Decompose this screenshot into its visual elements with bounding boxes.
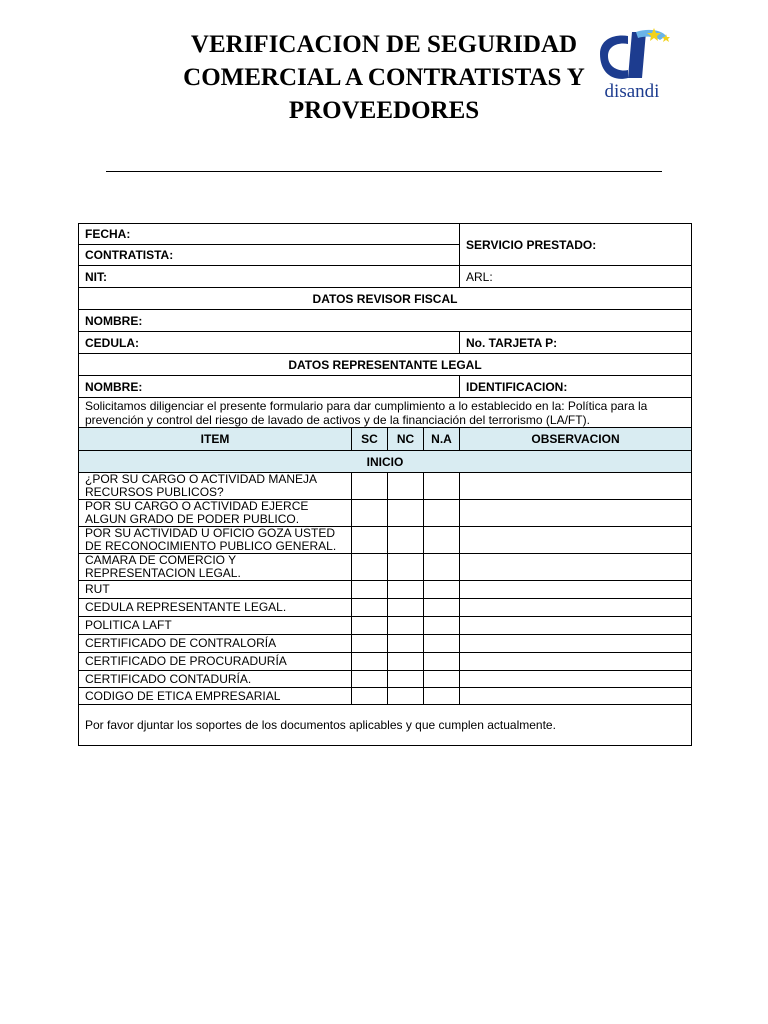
intro-text: Solicitamos diligenciar el presente formulario para dar cumplimiento a lo establecido en la: Política para la prevención y control del riesgo de lavado de activos y de la financiación del terrorismo (LA/FT).: [79, 398, 692, 428]
nc-cell[interactable]: [388, 473, 424, 500]
sc-cell[interactable]: [352, 635, 388, 653]
sc-cell[interactable]: [352, 527, 388, 554]
contratista-field[interactable]: CONTRATISTA:: [79, 245, 460, 266]
na-cell[interactable]: [424, 688, 460, 705]
item-label: ¿POR SU CARGO O ACTIVIDAD MANEJA RECURSOS PUBLICOS?: [79, 473, 352, 500]
fecha-field[interactable]: FECHA:: [79, 224, 460, 245]
item-label: CODIGO DE ETICA EMPRESARIAL: [79, 688, 352, 705]
page-title: [150, 28, 618, 127]
observacion-cell[interactable]: [460, 671, 692, 688]
col-item: ITEM: [79, 428, 352, 451]
sc-cell[interactable]: [352, 500, 388, 527]
rep-nombre-field[interactable]: NOMBRE:: [79, 376, 460, 398]
col-na: N.A: [424, 428, 460, 451]
col-observacion: OBSERVACION: [460, 428, 692, 451]
sc-cell[interactable]: [352, 599, 388, 617]
disandi-logo: [586, 26, 678, 102]
observacion-cell[interactable]: [460, 635, 692, 653]
na-cell[interactable]: [424, 635, 460, 653]
nit-field[interactable]: NIT:: [79, 266, 460, 288]
observacion-cell[interactable]: [460, 688, 692, 705]
item-label: POR SU ACTIVIDAD U OFICIO GOZA USTED DE RECONOCIMIENTO PUBLICO GENERAL.: [79, 527, 352, 554]
sc-cell[interactable]: [352, 688, 388, 705]
representante-heading: DATOS REPRESENTANTE LEGAL: [79, 354, 692, 376]
na-cell[interactable]: [424, 671, 460, 688]
item-label: CERTIFICADO CONTADURÍA.: [79, 671, 352, 688]
sc-cell[interactable]: [352, 617, 388, 635]
item-label: CERTIFICADO DE PROCURADURÍA: [79, 653, 352, 671]
nc-cell[interactable]: [388, 635, 424, 653]
na-cell[interactable]: [424, 554, 460, 581]
sc-cell[interactable]: [352, 554, 388, 581]
observacion-cell[interactable]: [460, 500, 692, 527]
na-cell[interactable]: [424, 581, 460, 599]
servicio-field[interactable]: SERVICIO PRESTADO:: [460, 224, 692, 266]
arl-field[interactable]: ARL:: [460, 266, 692, 288]
item-label: POLITICA LAFT: [79, 617, 352, 635]
nc-cell[interactable]: [388, 554, 424, 581]
item-label: RUT: [79, 581, 352, 599]
nc-cell[interactable]: [388, 653, 424, 671]
observacion-cell[interactable]: [460, 599, 692, 617]
item-label: POR SU CARGO O ACTIVIDAD EJERCE ALGUN GRADO DE PODER PUBLICO.: [79, 500, 352, 527]
sc-cell[interactable]: [352, 653, 388, 671]
identificacion-field[interactable]: IDENTIFICACION:: [460, 376, 692, 398]
observacion-cell[interactable]: [460, 617, 692, 635]
na-cell[interactable]: [424, 653, 460, 671]
nc-cell[interactable]: [388, 617, 424, 635]
sc-cell[interactable]: [352, 473, 388, 500]
checklist-rows: [79, 473, 692, 705]
observacion-cell[interactable]: [460, 554, 692, 581]
item-label: CERTIFICADO DE CONTRALORÍA: [79, 635, 352, 653]
verification-form: [78, 223, 692, 746]
na-cell[interactable]: [424, 617, 460, 635]
item-label: CEDULA REPRESENTANTE LEGAL.: [79, 599, 352, 617]
logo-mark: [600, 28, 670, 79]
logo-text: disandi: [604, 81, 660, 102]
separator-line: [106, 171, 662, 172]
na-cell[interactable]: [424, 527, 460, 554]
na-cell[interactable]: [424, 599, 460, 617]
observacion-cell[interactable]: [460, 581, 692, 599]
cedula-field[interactable]: CEDULA:: [79, 332, 460, 354]
nc-cell[interactable]: [388, 688, 424, 705]
nc-cell[interactable]: [388, 527, 424, 554]
revisor-heading: DATOS REVISOR FISCAL: [79, 288, 692, 310]
nc-cell[interactable]: [388, 671, 424, 688]
col-sc: SC: [352, 428, 388, 451]
item-label: CAMARA DE COMERCIO Y REPRESENTACION LEGAL.: [79, 554, 352, 581]
col-nc: NC: [388, 428, 424, 451]
section-inicio: INICIO: [79, 451, 692, 473]
nc-cell[interactable]: [388, 581, 424, 599]
sc-cell[interactable]: [352, 581, 388, 599]
nc-cell[interactable]: [388, 599, 424, 617]
revisor-nombre-field[interactable]: NOMBRE:: [79, 310, 692, 332]
observacion-cell[interactable]: [460, 473, 692, 500]
observacion-cell[interactable]: [460, 527, 692, 554]
tarjeta-field[interactable]: No. TARJETA P:: [460, 332, 692, 354]
title-line: COMERCIAL A CONTRATISTAS Y: [183, 64, 585, 91]
sc-cell[interactable]: [352, 671, 388, 688]
na-cell[interactable]: [424, 473, 460, 500]
footer-note: Por favor djuntar los soportes de los documentos aplicables y que cumplen actualmente.: [79, 705, 692, 746]
na-cell[interactable]: [424, 500, 460, 527]
title-line: VERIFICACION DE SEGURIDAD: [190, 31, 578, 58]
title-line: PROVEEDORES: [288, 97, 480, 124]
observacion-cell[interactable]: [460, 653, 692, 671]
nc-cell[interactable]: [388, 500, 424, 527]
